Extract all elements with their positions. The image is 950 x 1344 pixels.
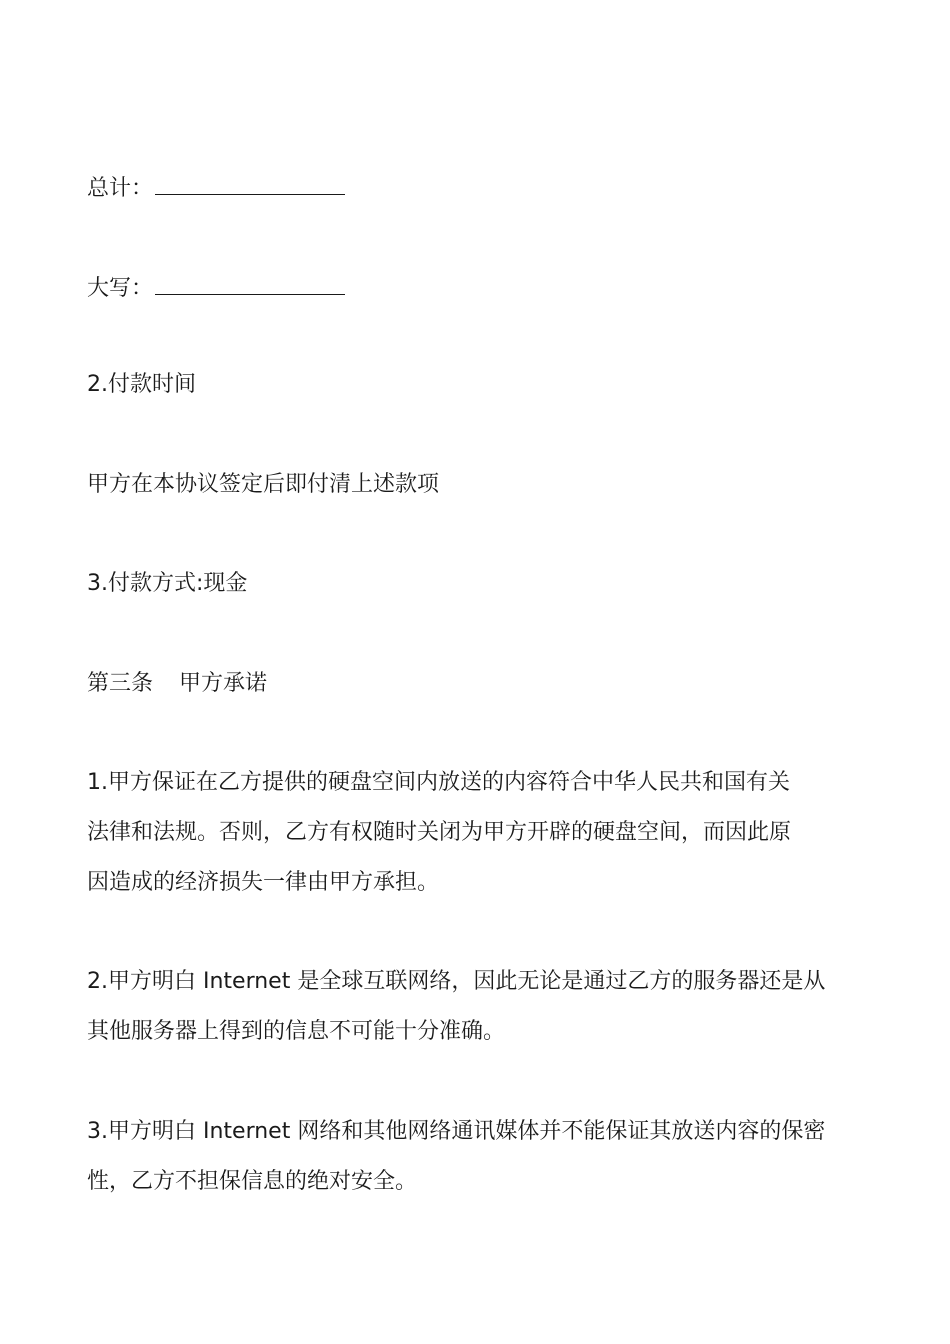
clause-2-paragraph — [87, 957, 867, 1057]
article-3-heading — [87, 672, 867, 696]
total-line — [87, 174, 867, 201]
total-label: 总计： — [87, 176, 154, 201]
capital-amount-line — [87, 274, 867, 301]
clause-1-paragraph — [87, 758, 867, 908]
article-3-number: 第三条 — [87, 671, 154, 696]
clause-2-line-1: 2.甲方明白 Internet 是全球互联网络，因此无论是通过乙方的服务器还是从 — [87, 969, 826, 994]
clause-1-line-1: 1.甲方保证在乙方提供的硬盘空间内放送的内容符合中华人民共和国有关 — [87, 770, 790, 795]
payment-time-heading: 2.付款时间 — [87, 372, 196, 397]
article-3-title: 甲方承诺 — [179, 671, 268, 696]
clause-1-line-3: 因造成的经济损失一律由甲方承担。 — [87, 870, 440, 895]
clause-1-line-2: 法律和法规。否则，乙方有权随时关闭为甲方开辟的硬盘空间，而因此原 — [87, 820, 792, 845]
clause-3-line-2: 性，乙方不担保信息的绝对安全。 — [87, 1169, 418, 1194]
total-blank-field — [155, 174, 345, 195]
clause-2-line-2: 其他服务器上得到的信息不可能十分准确。 — [87, 1019, 506, 1044]
clause-3-paragraph — [87, 1107, 867, 1207]
capital-label: 大写： — [87, 276, 154, 301]
payment-method-text: 3.付款方式:现金 — [87, 571, 248, 596]
clause-3-line-1: 3.甲方明白 Internet 网络和其他网络通讯媒体并不能保证其放送内容的保密 — [87, 1119, 826, 1144]
capital-blank-field — [155, 274, 345, 295]
payment-time-text: 甲方在本协议签定后即付清上述款项 — [87, 472, 440, 497]
